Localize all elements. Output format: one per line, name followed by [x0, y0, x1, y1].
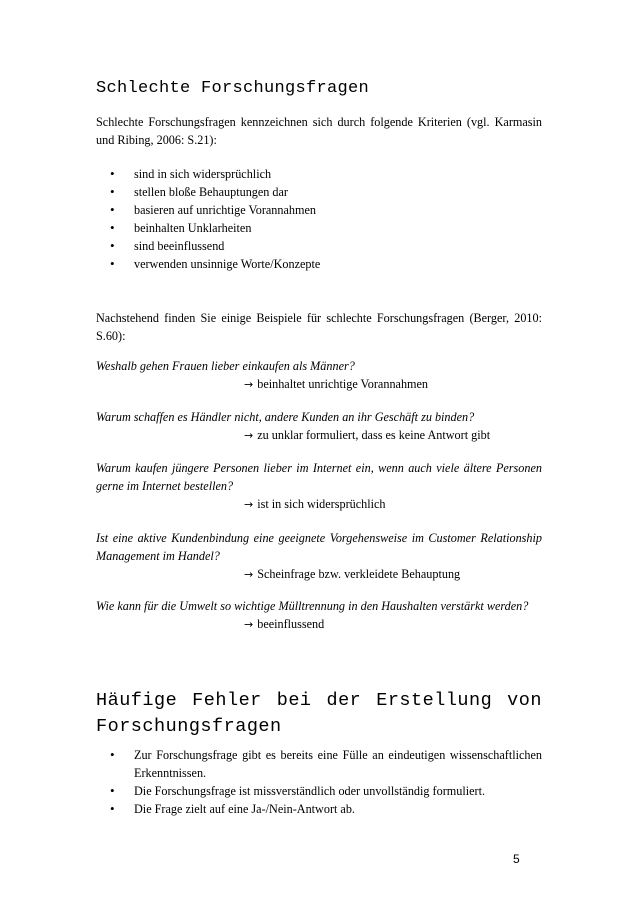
example-answer	[96, 565, 542, 584]
criteria-item: • beinhalten Unklarheiten	[110, 219, 542, 237]
arrow-icon: →	[244, 568, 254, 581]
example-block	[96, 597, 542, 634]
example-answer	[96, 375, 542, 394]
page-number: 5	[513, 852, 520, 866]
error-item: • Die Forschungsfrage ist missverständlich oder unvollständig formuliert.	[110, 782, 542, 800]
arrow-icon: →	[244, 429, 254, 442]
criteria-item: • verwenden unsinnige Worte/Konzepte	[110, 255, 542, 273]
example-answer-text: ist in sich widersprüchlich	[257, 497, 386, 511]
example-block	[96, 459, 542, 514]
example-block	[96, 529, 542, 584]
section-heading-schlechte-forschungsfragen: Schlechte Forschungsfragen	[96, 79, 370, 98]
example-answer-text: Scheinfrage bzw. verkleidete Behauptung	[257, 567, 461, 581]
example-question: Wie kann für die Umwelt so wichtige Mülltrennung in den Haushalten verstärkt werden?	[96, 599, 529, 613]
criteria-list	[96, 165, 542, 273]
example-answer-text: zu unklar formuliert, dass es keine Antwort gibt	[257, 428, 491, 442]
criteria-item: • sind beeinflussend	[110, 237, 542, 255]
example-answer	[96, 495, 542, 514]
examples-intro-paragraph: Nachstehend finden Sie einige Beispiele für schlechte Forschungsfragen (Berger, 2010: S.60):	[96, 311, 542, 343]
arrow-icon: →	[244, 378, 254, 391]
example-answer	[96, 615, 542, 634]
example-answer	[96, 426, 542, 445]
criteria-item: • basieren auf unrichtige Vorannahmen	[110, 201, 542, 219]
example-answer-text: beeinflussend	[257, 617, 325, 631]
example-question: Ist eine aktive Kundenbindung eine geeignete Vorgehensweise im Customer Relationship Management im Handel?	[96, 531, 542, 563]
arrow-icon: →	[244, 498, 254, 511]
example-block	[96, 408, 542, 445]
section-heading-haeufige-fehler: Häufige Fehler bei der Erstellung von Forschungsfragen	[96, 690, 542, 737]
error-item: • Die Frage zielt auf eine Ja-/Nein-Antwort ab.	[110, 800, 542, 818]
example-answer-text: beinhaltet unrichtige Vorannahmen	[257, 377, 429, 391]
error-item: • Zur Forschungsfrage gibt es bereits eine Fülle an eindeutigen wissenschaftlichen Erkenntnissen.	[110, 746, 542, 782]
criteria-item: • stellen bloße Behauptungen dar	[110, 183, 542, 201]
errors-list	[96, 746, 542, 818]
intro-paragraph: Schlechte Forschungsfragen kennzeichnen sich durch folgende Kriterien (vgl. Karmasin und Ribing, 2006: S.21):	[96, 115, 542, 147]
example-block	[96, 357, 542, 394]
arrow-icon: →	[244, 618, 254, 631]
example-question: Weshalb gehen Frauen lieber einkaufen als Männer?	[96, 359, 355, 373]
example-question: Warum schaffen es Händler nicht, andere Kunden an ihr Geschäft zu binden?	[96, 410, 475, 424]
example-question: Warum kaufen jüngere Personen lieber im Internet ein, wenn auch viele ältere Personen gerne im Internet bestellen?	[96, 461, 542, 493]
criteria-item: • sind in sich widersprüchlich	[110, 165, 542, 183]
